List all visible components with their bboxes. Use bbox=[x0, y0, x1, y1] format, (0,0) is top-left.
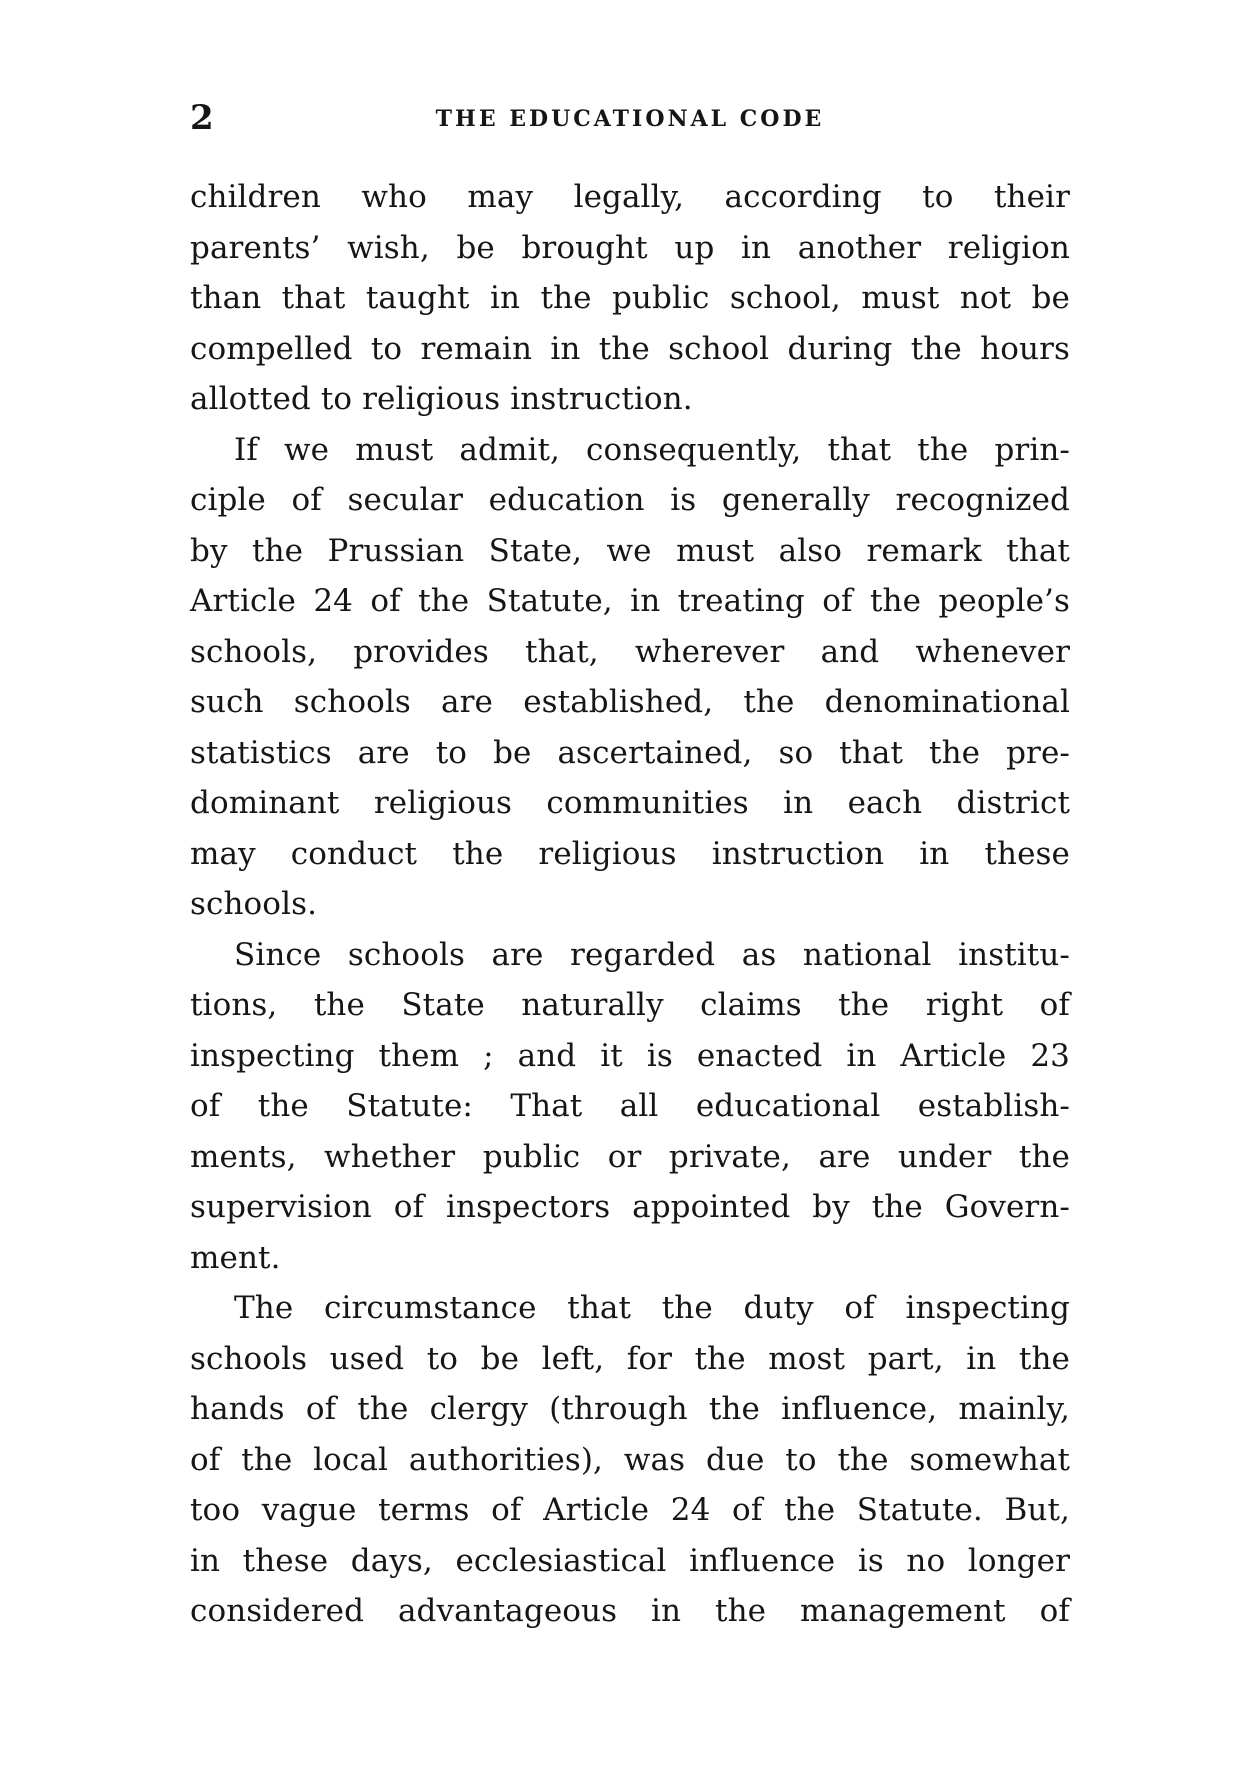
text-line: tions, the State naturally claims the right of bbox=[190, 987, 1070, 1023]
text-line: children who may legally, according to their bbox=[190, 179, 1070, 215]
text-line: than that taught in the public school, must not be bbox=[190, 280, 1070, 316]
running-title: THE EDUCATIONAL CODE bbox=[435, 106, 825, 132]
text-line: The circumstance that the duty of inspecting bbox=[234, 1290, 1070, 1326]
text-line: considered advantageous in the management of bbox=[190, 1593, 1070, 1629]
text-line: supervision of inspectors appointed by the Govern- bbox=[190, 1189, 1070, 1225]
text-line: compelled to remain in the school during the hours bbox=[190, 330, 1070, 367]
text-line: If we must admit, consequently, that the prin- bbox=[234, 431, 1070, 468]
text-line: hands of the clergy (through the influence, mainly, bbox=[190, 1391, 1070, 1427]
text-line: ment. bbox=[190, 1239, 281, 1276]
text-line: dominant religious communities in each district bbox=[190, 785, 1070, 821]
text-line: schools used to be left, for the most part, in the bbox=[190, 1340, 1070, 1377]
text-line: parents’ wish, be brought up in another religion bbox=[190, 229, 1070, 266]
text-line: in these days, ecclesiastical influence is no longer bbox=[190, 1542, 1070, 1579]
text-line: such schools are established, the denominational bbox=[190, 684, 1070, 720]
paragraph-2 bbox=[190, 425, 1070, 930]
text-line: schools, provides that, wherever and whenever bbox=[190, 633, 1070, 670]
text-line: by the Prussian State, we must also remark that bbox=[190, 532, 1070, 569]
text-line: inspecting them ; and it is enacted in Article 23 bbox=[190, 1037, 1070, 1074]
text-line: Since schools are regarded as national institu- bbox=[234, 936, 1070, 973]
text-line: too vague terms of Article 24 of the Statute. But, bbox=[190, 1492, 1070, 1528]
text-line: allotted to religious instruction. bbox=[190, 381, 693, 417]
text-line: Article 24 of the Statute, in treating of the people’s bbox=[190, 583, 1070, 619]
paragraph-4 bbox=[190, 1283, 1070, 1637]
page-number: 2 bbox=[190, 98, 214, 138]
text-line: ciple of secular education is generally recognized bbox=[190, 482, 1070, 518]
text-line: schools. bbox=[190, 886, 318, 922]
text-line: statistics are to be ascertained, so that the pre- bbox=[190, 734, 1070, 771]
text-line: ments, whether public or private, are under the bbox=[190, 1138, 1070, 1175]
running-header bbox=[190, 98, 1070, 144]
text-line: of the Statute: That all educational establish- bbox=[190, 1088, 1070, 1124]
text-line: may conduct the religious instruction in these bbox=[190, 835, 1070, 872]
paragraph-3 bbox=[190, 930, 1070, 1284]
paragraph-1 bbox=[190, 172, 1070, 425]
document-page bbox=[190, 98, 1070, 1718]
text-line: of the local authorities), was due to the somewhat bbox=[190, 1441, 1070, 1478]
